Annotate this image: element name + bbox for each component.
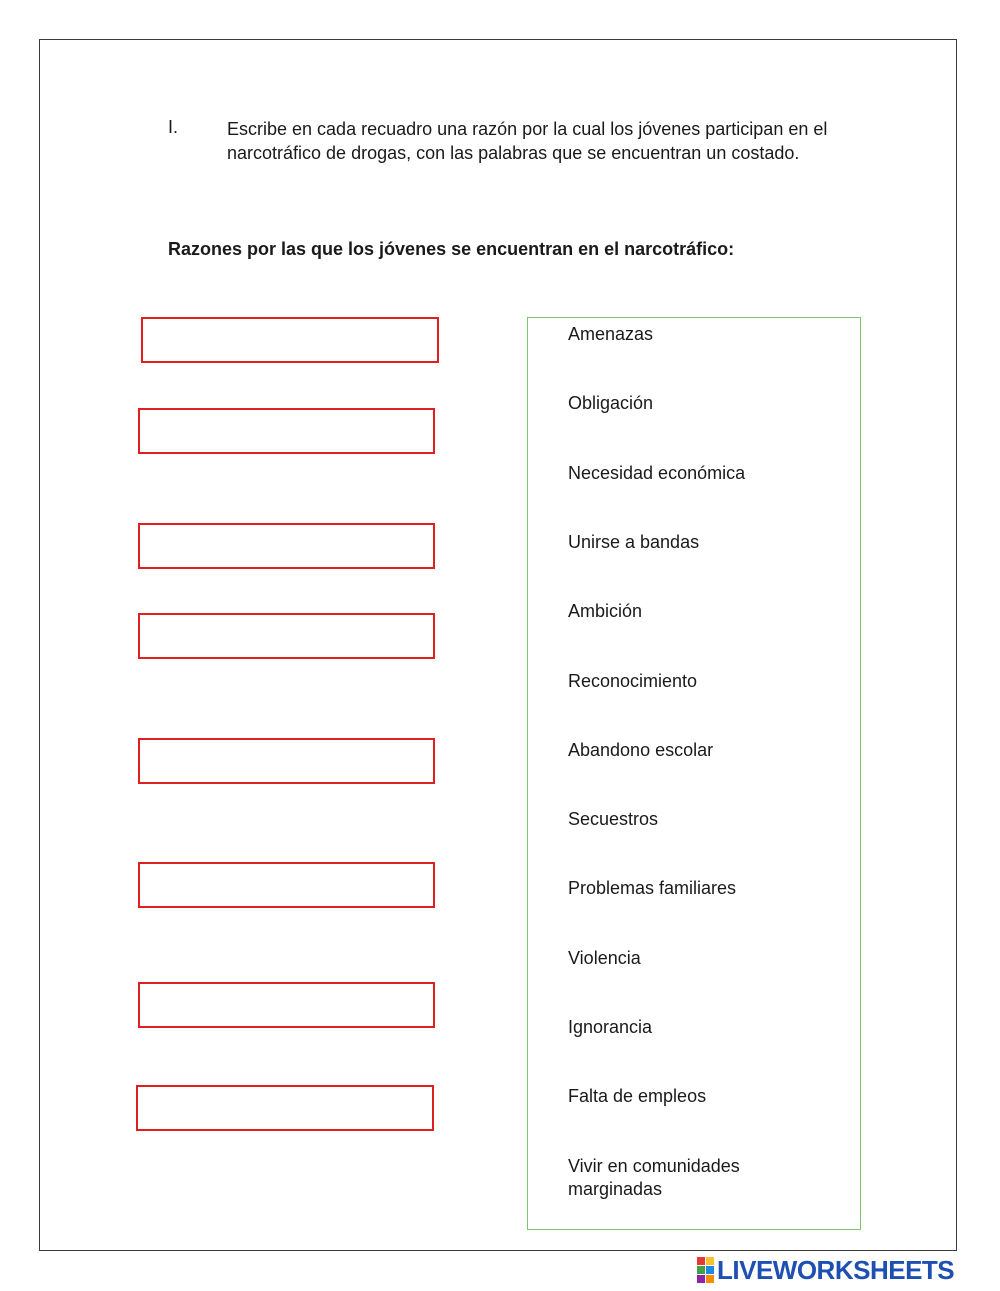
- word-bank-item: Unirse a bandas: [568, 532, 700, 552]
- word-bank-item: Amenazas: [568, 324, 654, 344]
- logo-block: [697, 1257, 705, 1265]
- word-bank-item: Obligación: [568, 393, 654, 413]
- logo-block: [706, 1275, 714, 1283]
- answer-box-8[interactable]: [136, 1085, 434, 1131]
- logo-blocks-icon: [697, 1257, 714, 1283]
- word-bank-item: Reconocimiento: [568, 671, 698, 691]
- instruction-text: Escribe en cada recuadro una razón por la cual los jóvenes participan en el narcotráfico de drogas, con las palabras que se encuentran un costado.: [227, 119, 828, 163]
- word-bank-item: Ignorancia: [568, 1017, 653, 1037]
- word-bank-item: Abandono escolar: [568, 740, 714, 760]
- answer-box-2[interactable]: [138, 408, 435, 454]
- word-bank-item: Vivir en comunidades marginadas: [568, 1156, 740, 1199]
- answer-box-3[interactable]: [138, 523, 435, 569]
- logo-block: [697, 1275, 705, 1283]
- word-bank-item: Problemas familiares: [568, 878, 737, 898]
- logo-block: [697, 1266, 705, 1274]
- instruction-number: I.: [168, 117, 179, 137]
- word-bank-item: Falta de empleos: [568, 1086, 707, 1106]
- logo-block: [706, 1257, 714, 1265]
- word-bank-item: Secuestros: [568, 809, 659, 829]
- liveworksheets-logo[interactable]: [697, 1255, 954, 1285]
- word-bank-item: Violencia: [568, 948, 641, 968]
- section-heading: Razones por las que los jóvenes se encuentran en el narcotráfico:: [168, 239, 735, 259]
- word-bank-item: Necesidad económica: [568, 463, 746, 483]
- logo-text: LIVEWORKSHEETS: [717, 1254, 955, 1285]
- answer-box-4[interactable]: [138, 613, 435, 659]
- answer-box-7[interactable]: [138, 982, 435, 1028]
- answer-box-1[interactable]: [141, 317, 439, 363]
- answer-box-6[interactable]: [138, 862, 435, 908]
- logo-block: [706, 1266, 714, 1274]
- word-bank-item: Ambición: [568, 601, 643, 621]
- answer-box-5[interactable]: [138, 738, 435, 784]
